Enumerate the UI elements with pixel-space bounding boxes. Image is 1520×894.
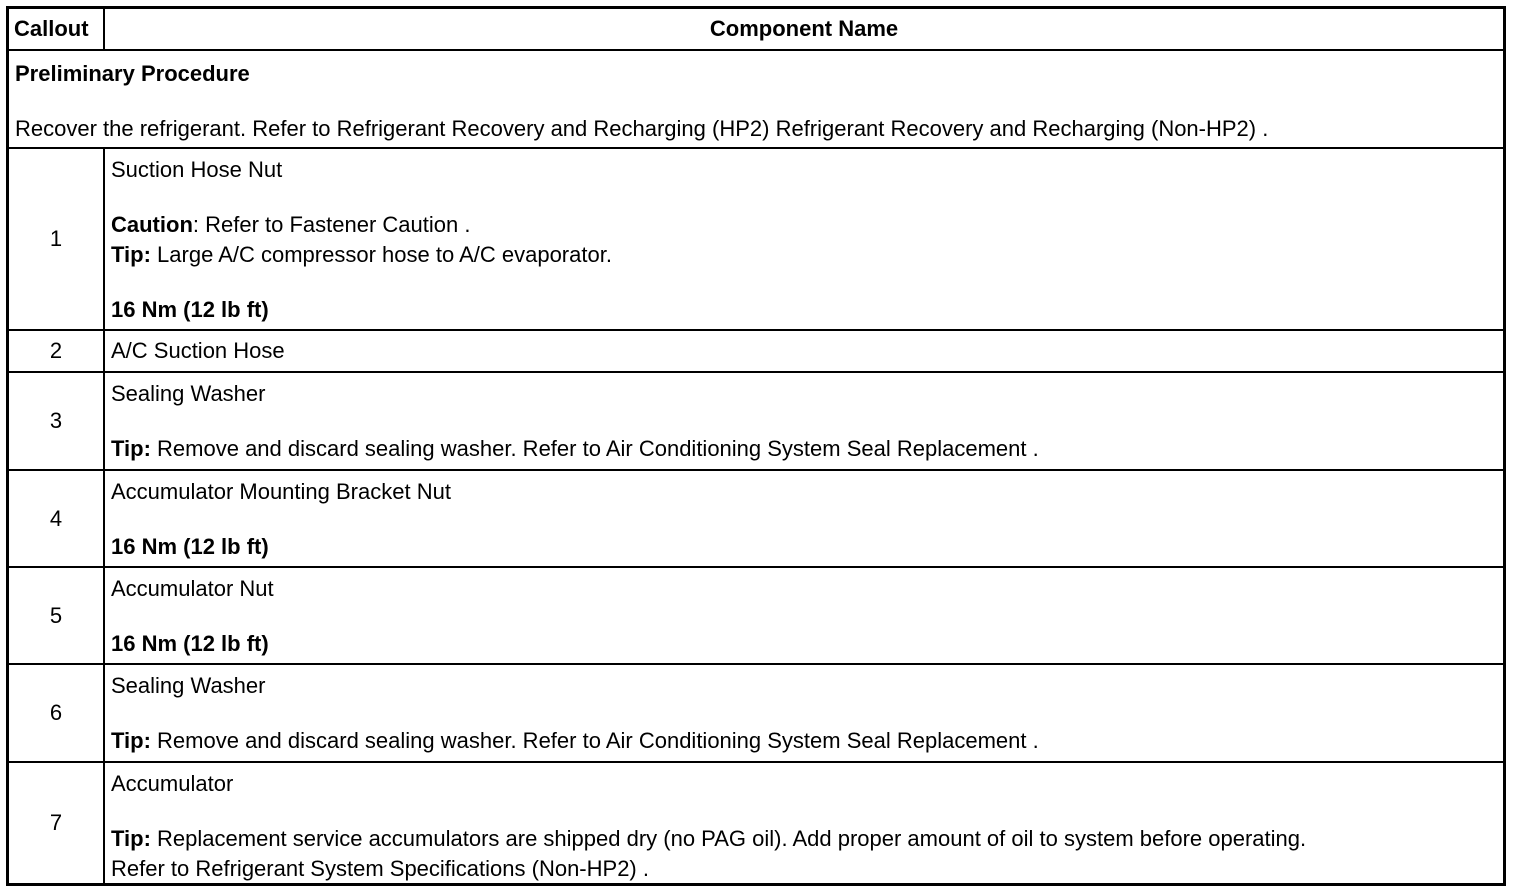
tip-text: Remove and discard sealing washer. Refer to Air Conditioning System Seal Replacement .	[150, 728, 1039, 753]
torque-spec: 16 Nm (12 lb ft)	[111, 534, 269, 559]
caution-label: Caution	[111, 212, 193, 237]
torque-spec: 16 Nm (12 lb ft)	[111, 631, 269, 656]
tip-text-continued: Refer to Refrigerant System Specifications (Non-HP2) .	[111, 856, 649, 881]
callout-number: 2	[9, 331, 105, 371]
tip-label: Tip:	[111, 826, 151, 851]
caution-line	[111, 212, 470, 238]
component-cell	[105, 568, 1503, 663]
component-name: Accumulator Mounting Bracket Nut	[111, 479, 451, 504]
tip-label: Tip:	[111, 728, 151, 753]
component-name-header: Component Name	[709, 16, 899, 41]
callout-number: 4	[9, 471, 105, 566]
caution-text: : Refer to Fastener Caution .	[192, 212, 471, 237]
callout-number: 6	[9, 665, 105, 761]
table-row	[9, 331, 1503, 373]
component-name: Accumulator	[111, 771, 234, 796]
component-name: Sealing Washer	[111, 381, 266, 406]
callout-number: 1	[9, 149, 105, 329]
tip-text: Replacement service accumulators are shipped dry (no PAG oil). Add proper amount of oil to system before operating.	[150, 826, 1307, 851]
callout-number: 5	[9, 568, 105, 663]
tip-line	[111, 826, 1306, 852]
table-row	[9, 471, 1503, 568]
tip-line	[111, 728, 1039, 754]
preliminary-text: Recover the refrigerant. Refer to Refrigerant Recovery and Recharging (HP2) Refrigerant Recovery and Recharging (Non-HP2) .	[15, 116, 1269, 141]
component-name: A/C Suction Hose	[111, 338, 285, 363]
component-cell	[105, 373, 1503, 469]
table-row	[9, 763, 1503, 883]
tip-text: Large A/C compressor hose to A/C evaporator.	[150, 242, 612, 267]
component-table	[6, 6, 1506, 886]
callout-number: 3	[9, 373, 105, 469]
component-name: Suction Hose Nut	[111, 157, 283, 182]
component-cell	[105, 149, 1503, 329]
component-name: Sealing Washer	[111, 673, 266, 698]
component-cell	[105, 471, 1503, 566]
table-row	[9, 373, 1503, 471]
table-header	[9, 9, 1503, 51]
callout-header: Callout	[9, 9, 105, 49]
component-cell	[105, 331, 1503, 371]
tip-label: Tip:	[111, 436, 151, 461]
table-row	[9, 665, 1503, 763]
preliminary-title: Preliminary Procedure	[15, 61, 250, 86]
tip-line	[111, 436, 1039, 462]
table-row	[9, 568, 1503, 665]
preliminary-procedure	[9, 51, 1503, 149]
component-cell	[105, 665, 1503, 761]
torque-spec: 16 Nm (12 lb ft)	[111, 297, 269, 322]
tip-text: Remove and discard sealing washer. Refer to Air Conditioning System Seal Replacement .	[150, 436, 1039, 461]
tip-line	[111, 242, 612, 268]
tip-label: Tip:	[111, 242, 151, 267]
component-name: Accumulator Nut	[111, 576, 274, 601]
component-cell	[105, 763, 1503, 883]
table-row	[9, 149, 1503, 331]
callout-number: 7	[9, 763, 105, 883]
